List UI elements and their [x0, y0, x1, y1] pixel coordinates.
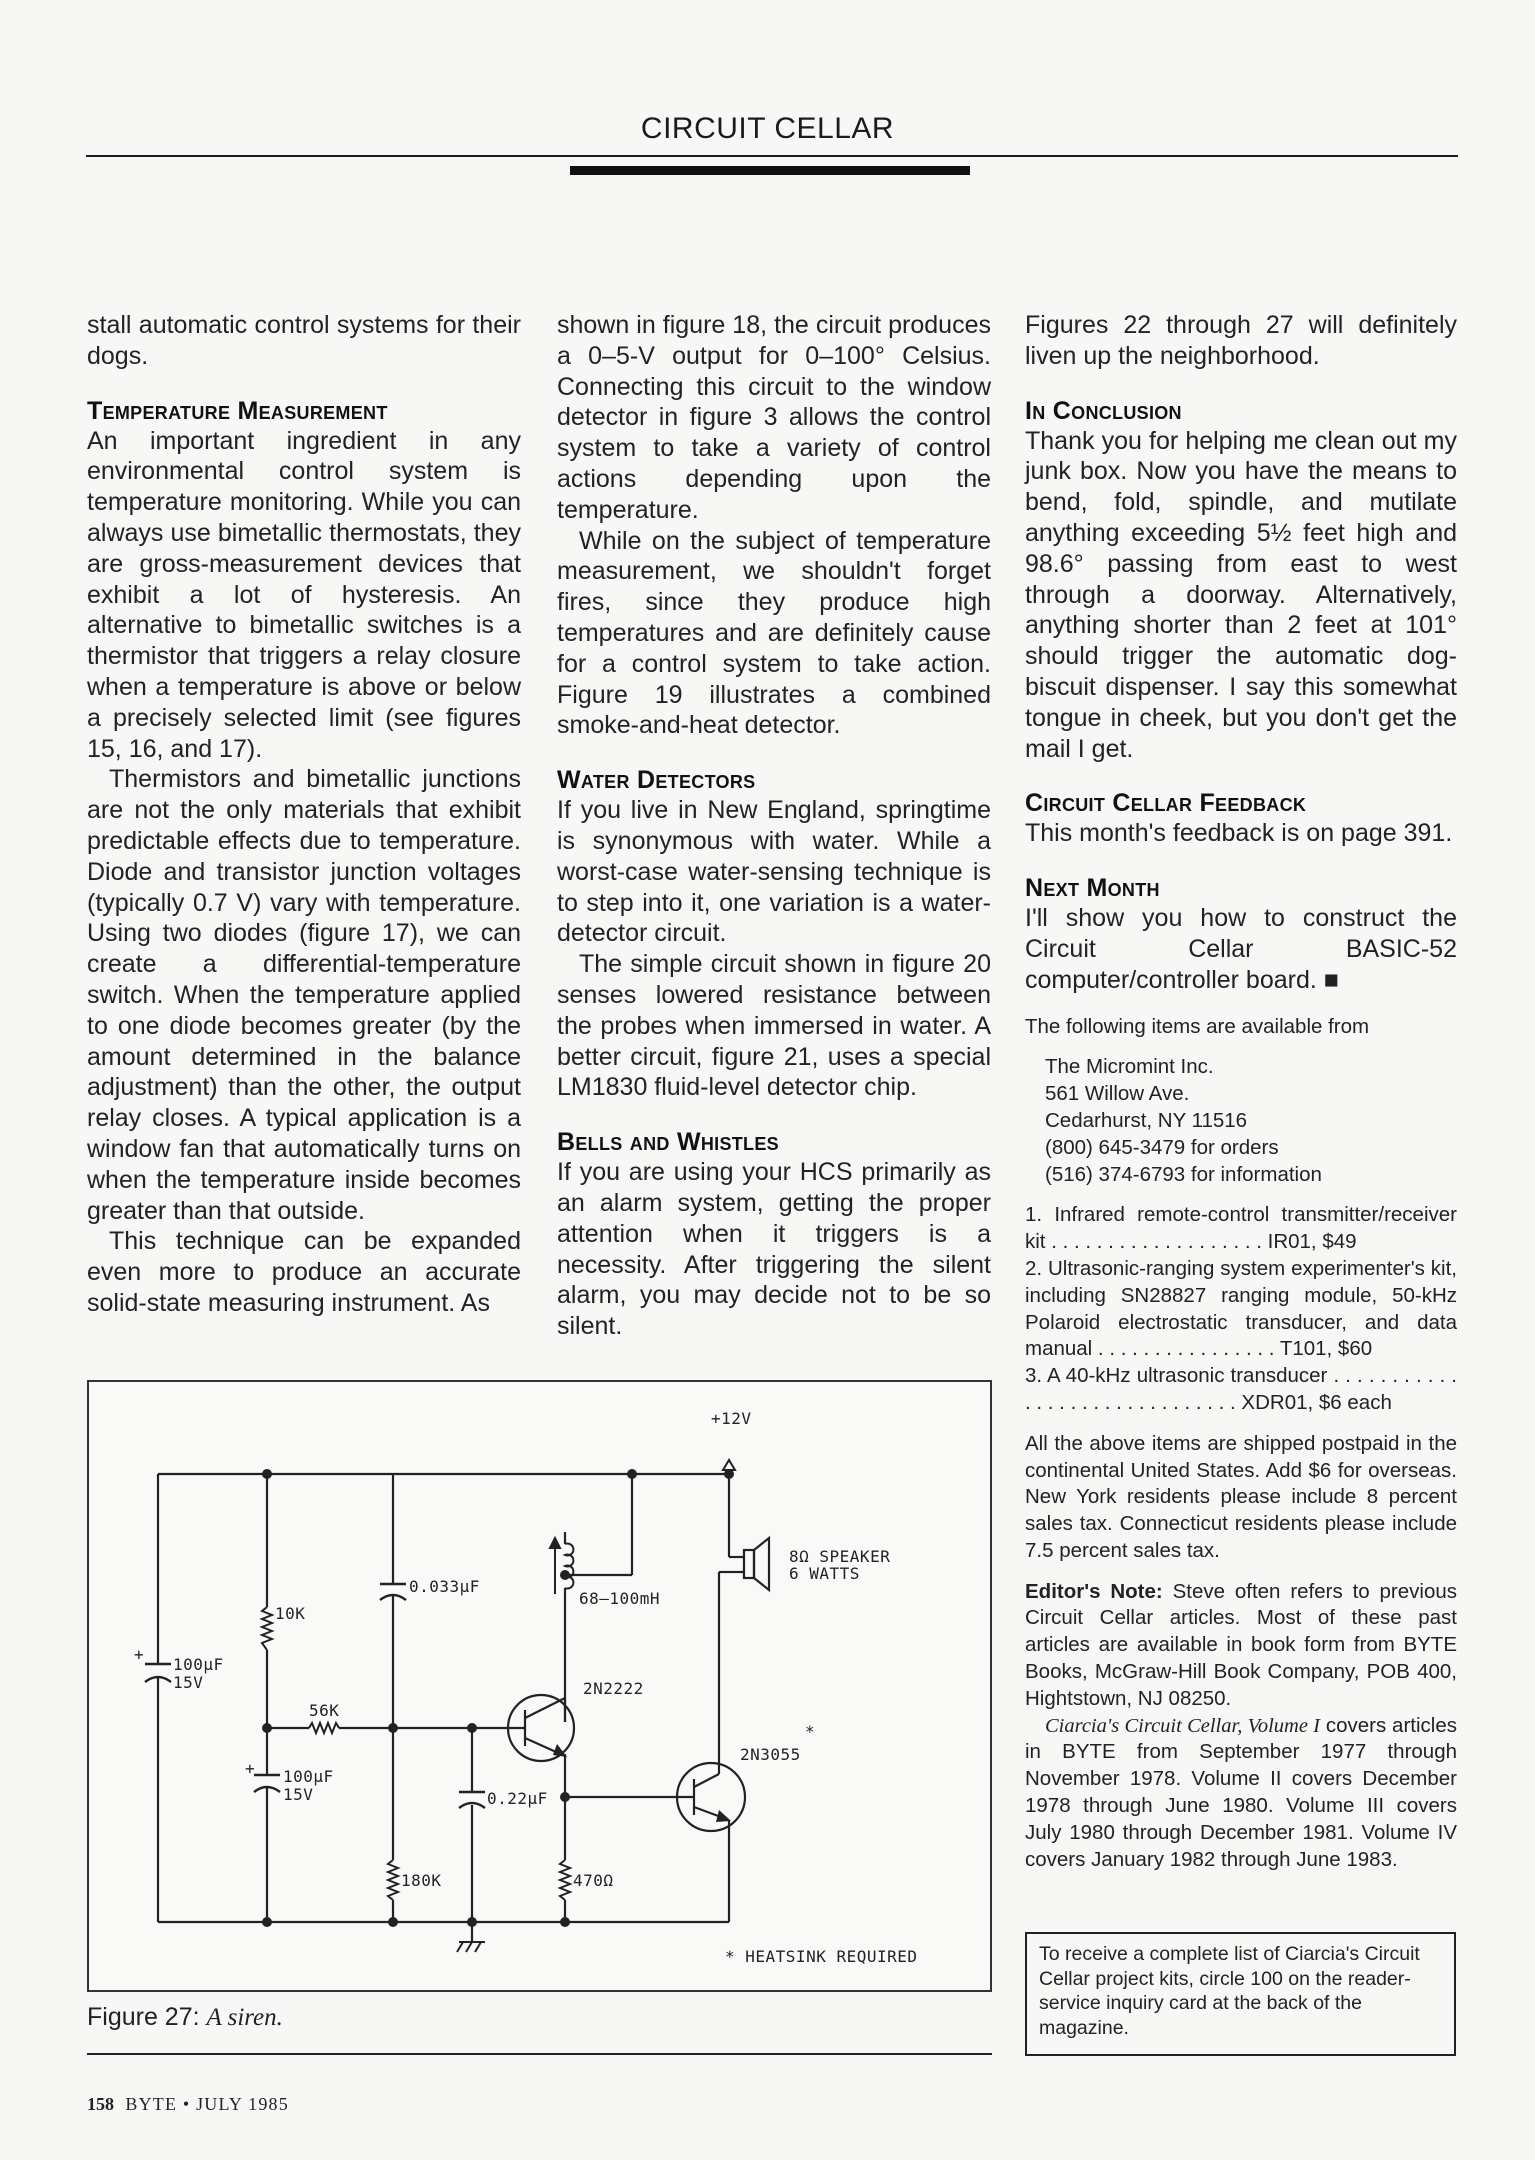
- paragraph: This month's feedback is on page 391.: [1025, 819, 1453, 848]
- paragraph: Figures 22 through 27 will definitely liven up the neighborhood.: [1025, 311, 1457, 370]
- resistor-r2: [309, 1723, 339, 1733]
- junction-dots: [262, 1469, 734, 1927]
- kit-item: 1. Infrared remote-control transmitter/receiver kit . . . . . . . . . . . . . . . . . . . IR01, $49: [1025, 1203, 1457, 1254]
- address-line: (516) 374-6793 for information: [1045, 1162, 1322, 1186]
- label-coil: 68–100mH: [579, 1589, 661, 1608]
- section-heading: Temperature Measurement: [87, 396, 388, 425]
- label-r2: 56K: [309, 1701, 340, 1720]
- reader-service-box: To receive a complete list of Ciarcia's Circuit Cellar project kits, circle 100 on the reader-service inquiry card at the back of the magazine.: [1025, 1932, 1456, 2056]
- resistor-r1: [262, 1607, 272, 1650]
- label-r1: 10K: [275, 1604, 306, 1623]
- paragraph: If you are using your HCS primarily as an alarm system, getting the proper attention when it triggers is a necessity. After triggering the silent alarm, you may decide not to be so silent.: [557, 1158, 991, 1341]
- label-c4: 0.22μF: [487, 1789, 548, 1808]
- label-c2-voltage: 15V: [283, 1785, 314, 1804]
- paragraph: Thermistors and bimetallic junctions are not the only materials that exhibit predictable effects due to temperature. Diode and transistor junction voltages (typically 0.7 V) vary with temperature. Using two diodes (figure 17), we can create a differential-temperature switch. When the temperature applied to one diode becomes greater (by the amount determined in the balance adjustment) than the other, the output relay closes. A typical application is a window fan that automatically turns on when the temperature inside becomes greater than that outside.: [87, 765, 521, 1225]
- label-vcc: +12V: [711, 1409, 752, 1428]
- paragraph: If you live in New England, springtime is synonymous with water. While a worst-case water-sensing technique is to step into it, one variation is a water-detector circuit.: [557, 796, 991, 948]
- volumes-note: [1025, 1713, 1457, 1874]
- resistor-r4: [560, 1860, 570, 1900]
- section-heading: Next Month: [1025, 874, 1160, 903]
- header-bar: [570, 166, 970, 175]
- speaker-icon: [744, 1538, 769, 1590]
- inductor-coil: [565, 1544, 573, 1589]
- volumes-text: covers articles in BYTE from September 1977 through November 1978. Volume II covers December 1978 through June 1980. Volume III covers July 1980 through December 1981. Volume IV covers January 1982 through June 1983.: [1025, 1713, 1457, 1871]
- label-c3: 0.033μF: [409, 1577, 480, 1596]
- siren-schematic: [89, 1382, 994, 1994]
- section-heading: Circuit Cellar Feedback: [1025, 789, 1307, 818]
- bottom-rule: [87, 2053, 992, 2055]
- kit-item: 2. Ultrasonic-ranging system experimenter's kit, including SN28827 ranging module, 50-kHz Polaroid electrostatic transducer, and data manual . . . . . . . . . . . . . . . . T101, $60: [1025, 1256, 1457, 1361]
- section-heading: Bells and Whistles: [557, 1128, 779, 1157]
- column-3: [1025, 310, 1457, 1873]
- label-heatsink: * HEATSINK REQUIRED: [725, 1947, 918, 1966]
- label-c1-voltage: 15V: [173, 1673, 204, 1692]
- label-q2: 2N3055: [740, 1745, 801, 1764]
- paragraph: While on the subject of temperature measurement, we shouldn't forget fires, since they produce high temperatures and are definitely cause for a control system to take action. Figure 19 illustrates a combined smoke-and-heat detector.: [557, 526, 991, 740]
- label-c2: 100μF: [283, 1767, 334, 1786]
- magazine-issue: BYTE • JULY 1985: [125, 2094, 289, 2114]
- paragraph: shown in figure 18, the circuit produces a 0–5-V output for 0–100° Celsius. Connecting this circuit to the window detector in figure 3 allows the control system to take a variety of control actions depending upon the temperature.: [557, 311, 991, 524]
- paragraph: The simple circuit shown in figure 20 senses lowered resistance between the probes when immersed in water. A better circuit, figure 21, uses a special LM1830 fluid-level detector chip.: [557, 950, 991, 1102]
- editor-note-label: Editor's Note:: [1025, 1579, 1163, 1603]
- label-r4: 470Ω: [573, 1871, 614, 1890]
- address-line: Cedarhurst, NY 11516: [1045, 1108, 1248, 1132]
- transistor-q2: [675, 1763, 745, 1831]
- label-plus: +: [245, 1759, 256, 1778]
- page-footer: [87, 2094, 289, 2115]
- q2-emitter-arrow: [716, 1810, 731, 1822]
- ground-icon: [457, 1942, 485, 1952]
- volumes-title: Ciarcia's Circuit Cellar, Volume I: [1045, 1714, 1321, 1737]
- availability-line: The following items are available from: [1025, 1014, 1370, 1038]
- section-heading: Water Detectors: [557, 766, 756, 795]
- address-line: The Micromint Inc.: [1045, 1055, 1214, 1079]
- page-header-title: CIRCUIT CELLAR: [640, 112, 895, 145]
- figure-27-schematic: [87, 1380, 992, 1992]
- label-c1: 100μF: [173, 1655, 224, 1674]
- column-1: [87, 310, 521, 1319]
- adjustable-arrow: [550, 1538, 560, 1594]
- paragraph: This technique can be expanded even more to produce an accurate solid-state measuring instrument. As: [87, 1227, 521, 1317]
- label-speaker-watts: 6 WATTS: [789, 1564, 860, 1583]
- column-2: [557, 310, 991, 1342]
- kit-item: 3. A 40-kHz ultrasonic transducer . . . . . . . . . . . . . . . . . . . . . . . . . . . . . . XDR01, $6 each: [1025, 1364, 1457, 1414]
- label-speaker: 8Ω SPEAKER: [789, 1547, 891, 1566]
- paragraph: An important ingredient in any environmental control system is temperature monitoring. While you can always use bimetallic thermostats, they are gross-measurement devices that exhibit a lot of hysteresis. An alternative to bimetallic switches is a thermistor that triggers a relay closure when a temperature is above or below a precisely selected limit (see figures 15, 16, and 17).: [87, 426, 521, 763]
- address-line: (800) 645-3479 for orders: [1045, 1135, 1279, 1159]
- figure-caption: [87, 2003, 283, 2032]
- editor-note: [1025, 1579, 1457, 1713]
- kit-list: [1025, 1014, 1457, 1874]
- label-q1: 2N2222: [583, 1679, 644, 1698]
- schematic-wires: [158, 1470, 744, 1942]
- header-rule: [86, 155, 1458, 157]
- label-star: *: [805, 1722, 816, 1741]
- shipping-note: All the above items are shipped postpaid in the continental United States. Add $6 for overseas. New York residents please include 8 percent sales tax. Connecticut residents please include 7.5 percent sales tax.: [1025, 1431, 1457, 1562]
- caption-label: Figure 27:: [87, 2003, 200, 2031]
- paragraph: I'll show you how to construct the Circuit Cellar BASIC-52 computer/controller board. ■: [1025, 904, 1457, 994]
- paragraph: Thank you for helping me clean out my junk box. Now you have the means to bend, fold, spindle, and mutilate anything exceeding 5½ feet high and 98.6° passing from east to west through a doorway. Alternatively, anything shorter than 2 feet at 101° should trigger the automatic dog-biscuit dispenser. I say this somewhat tongue in cheek, but you don't get the mail I get.: [1025, 426, 1457, 763]
- resistor-r3: [388, 1860, 398, 1900]
- supplier-address: [1045, 1054, 1457, 1188]
- editor-note-text: Steve often refers to previous Circuit Cellar articles. Most of these past articles are available in book form from BYTE Books, McGraw-Hill Book Company, POB 400, Hightstown, NJ 08250.: [1025, 1579, 1457, 1710]
- section-heading: In Conclusion: [1025, 396, 1182, 425]
- caption-title: A siren.: [206, 2004, 283, 2031]
- address-line: 561 Willow Ave.: [1045, 1082, 1190, 1106]
- page-number: 158: [87, 2094, 114, 2114]
- vcc-terminal: [723, 1460, 735, 1470]
- paragraph: stall automatic control systems for their dogs.: [87, 311, 521, 370]
- label-r3: 180K: [401, 1871, 442, 1890]
- label-plus: +: [134, 1645, 145, 1664]
